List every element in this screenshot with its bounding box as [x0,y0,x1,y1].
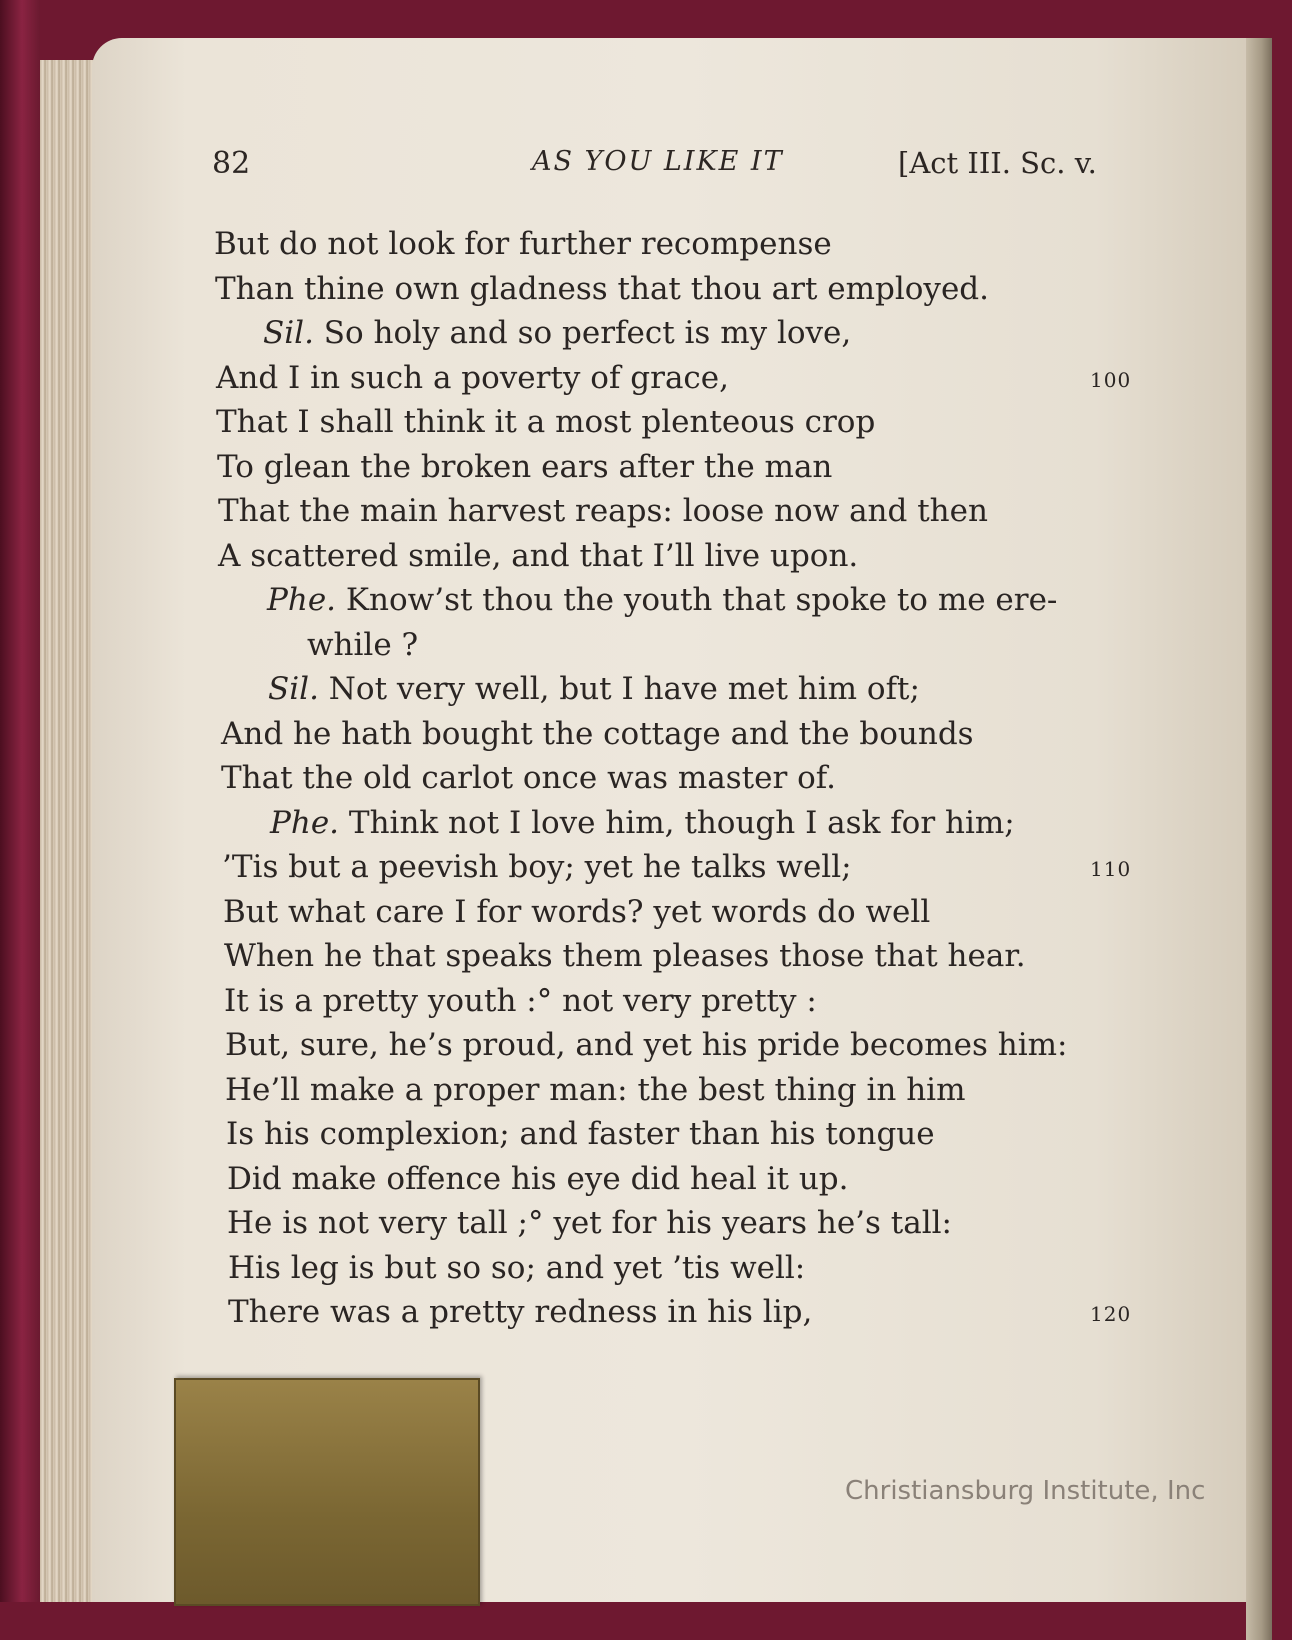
speaker-name: Phe. [270,805,340,841]
verse-line [218,536,858,576]
verse-line [224,981,817,1021]
verse-line [224,936,1026,976]
line-text: Not very well, but I have met him oft; [328,671,920,707]
line-text: That the main harvest reaps: loose now and then [218,493,988,529]
line-number: 110 [1090,857,1132,881]
verse-line [307,625,418,665]
line-text: And he hath bought the cottage and the bounds [221,716,974,752]
line-text: And I in such a poverty of grace, [216,360,729,396]
verse-line [227,1159,849,1199]
line-text: He is not very tall ;° yet for his years he’s tall: [227,1205,953,1241]
line-text: When he that speaks them pleases those that hear. [224,938,1026,974]
verse-line [218,491,988,531]
verse-line [225,1070,966,1110]
line-text: To glean the broken ears after the man [217,449,833,485]
line-text: Know’st thou the youth that spoke to me ere- [345,582,1058,618]
page-right-edge [1246,38,1272,1640]
verse-line [225,1025,1067,1065]
verse-line [216,402,875,442]
verse-line [214,224,832,264]
book-cover [0,0,40,1602]
verse-line [221,758,836,798]
speaker-name: Sil. [268,671,319,707]
line-text: Think not I love him, though I ask for him; [348,805,1015,841]
line-text: His leg is but so so; and yet ’tis well: [228,1250,806,1286]
line-text: while ? [307,627,419,663]
line-text: There was a pretty redness in his lip, [228,1294,813,1330]
verse-line [217,447,832,487]
line-text: He’ll make a proper man: the best thing in him [225,1072,966,1108]
running-title: AS YOU LIKE IT [532,146,784,177]
line-text: That the old carlot once was master of. [221,760,837,796]
line-text: That I shall think it a most plenteous crop [216,404,876,440]
line-number: 100 [1090,368,1132,392]
verse-line [221,714,974,754]
line-text: ’Tis but a peevish boy; yet he talks well; [222,849,852,885]
verse-line [215,269,989,309]
line-text: But, sure, he’s proud, and yet his pride becomes him: [225,1027,1068,1063]
bookmark-tab [174,1378,480,1606]
watermark: Christiansburg Institute, Inc [845,1476,1206,1506]
verse-line [263,313,851,353]
verse-line [268,669,920,709]
verse-line [228,1248,805,1288]
act-scene-label: [Act III. Sc. v. [898,146,1097,180]
line-text: So holy and so perfect is my love, [323,315,852,351]
page-edges [40,60,100,1602]
verse-line [227,1203,952,1243]
line-text: But what care I for words? yet words do well [223,894,931,930]
verse-line [226,1114,935,1154]
verse-line [270,803,1015,843]
line-text: Is his complexion; and faster than his tongue [226,1116,935,1152]
speaker-name: Sil. [263,315,314,351]
speaker-name: Phe. [267,582,337,618]
verse-line [216,358,729,398]
verse-line [222,847,852,887]
verse-line [228,1292,812,1332]
page-number: 82 [212,146,251,181]
verse-line [267,580,1057,620]
line-text: Than thine own gladness that thou art employed. [215,271,989,307]
verse-line [223,892,930,932]
line-text: Did make offence his eye did heal it up. [227,1161,849,1197]
line-number: 120 [1090,1302,1132,1326]
line-text: A scattered smile, and that I’ll live upon. [218,538,859,574]
line-text: But do not look for further recompense [214,226,832,262]
line-text: It is a pretty youth :° not very pretty : [224,983,817,1019]
